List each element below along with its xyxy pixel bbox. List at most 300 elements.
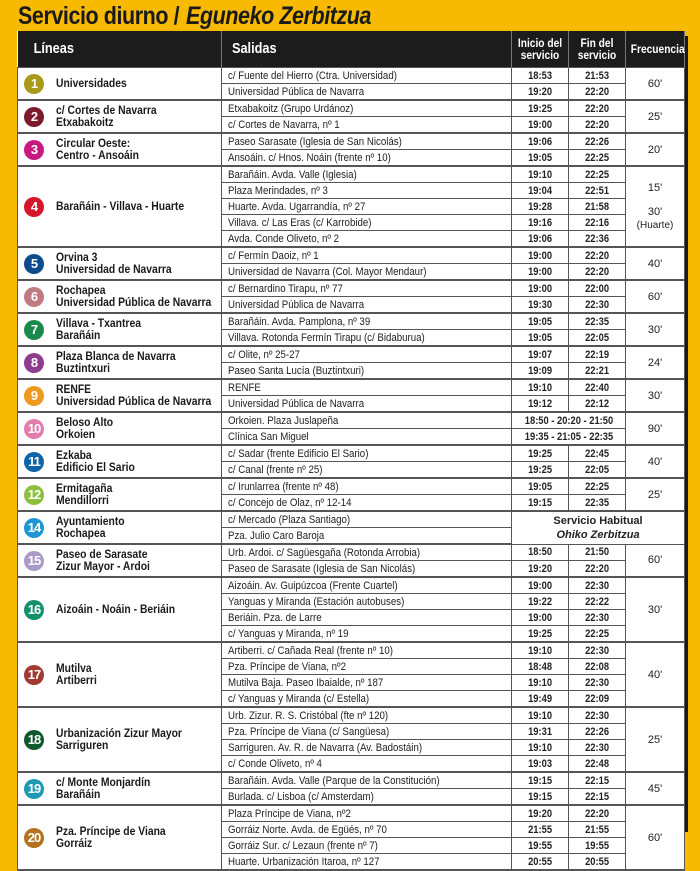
stop-cell [222,100,512,117]
end-time: 22:20 [569,561,626,578]
stop-cell [222,495,512,512]
end-time: 22:20 [569,247,626,264]
end-time: 22:30 [569,740,626,756]
stop-name: c/ Fermín Daoiz, nº 1 [228,249,319,262]
stop-name: Pza. Julio Caro Baroja [228,529,325,542]
frequency-cell [626,412,685,445]
stop-name: Clínica San Miguel [228,430,309,443]
stop-name: Paseo de Sarasate (Iglesia de San Nicolás) [228,562,416,575]
stop-cell [222,231,512,248]
line-cell [18,577,222,642]
line-number-badge: 5 [24,254,44,274]
end-time: 22:25 [569,478,626,495]
line-name-part: Rochapea [56,527,106,540]
stop-cell [222,330,512,347]
start-time: 19:00 [512,117,569,134]
start-time: 19:16 [512,215,569,231]
stop-cell [222,642,512,659]
end-time: 21:58 [569,199,626,215]
line-number-badge: 3 [24,140,44,160]
end-time: 22:30 [569,610,626,626]
line-name [56,549,160,573]
header-row [18,31,685,68]
table-row [18,100,685,117]
frequency-cell [626,280,685,313]
table-row [18,772,685,789]
habitual-eu: Ohiko Zerbitzua [556,528,640,541]
table-row [18,280,685,297]
end-time: 22:30 [569,577,626,594]
start-time: 19:10 [512,642,569,659]
page-title [18,2,371,31]
start-time: 19:25 [512,462,569,479]
stop-name: c/ Yanguas y Miranda (c/ Estella) [228,692,370,705]
line-label [24,105,221,129]
stop-cell [222,561,512,578]
end-time: 22:35 [569,313,626,330]
stop-cell [222,313,512,330]
end-time: 22:30 [569,297,626,314]
stop-cell [222,577,512,594]
line-label [24,728,221,752]
line-name-part: Zizur Mayor - Ardoi [56,560,150,573]
start-time: 19:28 [512,199,569,215]
stop-name: Universidad de Navarra (Col. Mayor Mendaur) [228,265,427,278]
table-row [18,166,685,183]
stop-cell [222,429,512,446]
end-time: 22:00 [569,280,626,297]
end-time: 22:15 [569,772,626,789]
frequency-value: 15' [647,181,663,194]
line-name [56,78,135,90]
end-time: 22:26 [569,133,626,150]
table-row [18,247,685,264]
line-name-part: Barañáin [56,788,101,801]
end-time: 22:40 [569,379,626,396]
start-time: 19:20 [512,561,569,578]
line-number-badge: 8 [24,353,44,373]
line-number-badge: 6 [24,287,44,307]
line-label [24,483,221,507]
end-time: 22:25 [569,166,626,183]
frequency-value: 60' [647,77,663,90]
line-name-part: Centro - Ansoáin [56,149,139,162]
line-name-part: Mutilva [56,662,92,675]
stop-cell [222,215,512,231]
stop-name: Mutilva Baja. Paseo Ibaialde, nº 187 [228,676,384,689]
stop-name: Plaza Merindades, nº 3 [228,184,328,197]
combined-times: 19:35 - 21:05 - 22:35 [512,429,626,446]
line-cell [18,166,222,247]
frequency-cell [626,577,685,642]
line-name [56,351,189,375]
line-name [56,318,150,342]
start-time: 19:04 [512,183,569,199]
frequency-cell [626,247,685,280]
line-name [56,777,161,801]
start-time: 19:10 [512,707,569,724]
line-number-badge: 1 [24,74,44,94]
line-name-part: Buztintxuri [56,362,111,375]
line-name [56,105,168,129]
line-name [56,728,196,752]
stop-name: c/ Irunlarrea (frente nº 48) [228,480,339,493]
end-time: 22:08 [569,659,626,675]
stop-cell [222,772,512,789]
stop-name: c/ Mercado (Plaza Santiago) [228,513,351,526]
stop-name: c/ Yanguas y Miranda, nº 19 [228,627,349,640]
line-name-part: Plaza Blanca de Navarra [56,350,176,363]
frequency-value: 24' [647,356,663,369]
end-time: 22:22 [569,594,626,610]
line-label [24,549,221,573]
table-row [18,445,685,462]
end-time: 21:55 [569,822,626,838]
line-number-badge: 4 [24,197,44,217]
stop-cell [222,264,512,281]
line-name [56,138,148,162]
frequency-value: 30' [647,603,663,616]
frequency-cell [626,707,685,772]
stop-cell [222,84,512,101]
stop-cell [222,838,512,854]
line-cell [18,247,222,280]
line-number-badge: 20 [24,828,44,848]
line-number-badge: 15 [24,551,44,571]
line-name [56,663,101,687]
line-number-badge: 7 [24,320,44,340]
line-name-part: c/ Monte Monjardín [56,776,151,789]
start-time: 19:00 [512,264,569,281]
stop-name: c/ Cortes de Navarra, nº 1 [228,118,340,131]
line-label [24,663,221,687]
line-cell [18,642,222,707]
combined-times: 18:50 - 20:20 - 21:50 [512,412,626,429]
table-row [18,642,685,659]
line-number-badge: 14 [24,518,44,538]
schedule-body [18,68,685,871]
header-inicio: Inicio del servicio [512,31,569,68]
end-time: 22:12 [569,396,626,413]
end-time: 22:51 [569,183,626,199]
stop-cell [222,346,512,363]
table-row [18,805,685,822]
line-cell [18,412,222,445]
line-cell [18,133,222,166]
line-name-part: Barañáin [56,329,101,342]
table-row [18,346,685,363]
end-time: 22:20 [569,117,626,134]
stop-cell [222,822,512,838]
frequency-value: 25' [647,110,663,123]
start-time: 18:50 [512,544,569,561]
stop-cell [222,707,512,724]
stop-name: Huarte. Avda. Ugarrandía, nº 27 [228,200,366,213]
stop-name: Villava. c/ Las Eras (c/ Karrobide) [228,216,372,229]
title-main: Servicio diurno / [18,2,180,30]
start-time: 18:48 [512,659,569,675]
stop-cell [222,247,512,264]
end-time: 19:55 [569,838,626,854]
start-time: 19:20 [512,805,569,822]
table-row [18,379,685,396]
line-cell [18,280,222,313]
line-name-part: RENFE [56,383,92,396]
table-row [18,511,685,528]
line-label [24,252,221,276]
header-lineas: Líneas [18,31,222,68]
stop-cell [222,199,512,215]
line-cell [18,544,222,577]
start-time: 21:55 [512,822,569,838]
start-time: 19:12 [512,396,569,413]
stop-name: Universidad Pública de Navarra [228,298,365,311]
line-name-part: Orkoien [56,428,96,441]
end-time: 22:20 [569,805,626,822]
end-time: 22:36 [569,231,626,248]
stop-name: c/ Fuente del Hierro (Ctra. Universidad) [228,69,397,82]
line-number-badge: 17 [24,665,44,685]
end-time: 22:26 [569,724,626,740]
stop-cell [222,150,512,167]
end-time: 22:21 [569,363,626,380]
frequency-value: 40' [647,668,663,681]
line-cell [18,445,222,478]
stop-name: Orkoien. Plaza Juslapeña [228,414,339,427]
frequency-value: 30' [647,323,663,336]
end-time: 22:30 [569,642,626,659]
header-frecuencia: Frecuencia [626,31,685,68]
line-name-part: Villava - Txantrea [56,317,141,330]
frequency-cell [626,805,685,870]
start-time: 19:05 [512,313,569,330]
end-time: 22:20 [569,264,626,281]
line-number-badge: 11 [24,452,44,472]
line-label [24,351,221,375]
line-name-part: Paseo de Sarasate [56,548,148,561]
end-time: 21:53 [569,68,626,84]
stop-name: Gorráiz Norte. Avda. de Egüés, nº 70 [228,823,387,836]
line-cell [18,100,222,133]
line-name-part: Beloso Alto [56,416,114,429]
start-time: 19:00 [512,247,569,264]
line-label [24,600,221,620]
stop-name: Pza. Príncipe de Viana (c/ Sangüesa) [228,725,390,738]
line-label [24,777,221,801]
table-row [18,478,685,495]
line-label [24,138,221,162]
stop-name: c/ Olite, nº 25-27 [228,348,300,361]
stop-name: Gorráiz Sur. c/ Lezaun (frente nº 7) [228,839,378,852]
line-cell [18,511,222,544]
start-time: 20:55 [512,854,569,871]
frequency-cell [626,772,685,805]
stop-name: c/ Concejo de Olaz, nº 12-14 [228,496,352,509]
line-label [24,197,221,217]
stop-name: Beriáin. Pza. de Larre [228,611,322,624]
stop-name: Barañáin. Avda. Valle (Parque de la Constitución) [228,774,440,787]
frequency-cell [626,642,685,707]
frequency-value: 25' [647,733,663,746]
habitual-service-note [512,511,685,544]
line-cell [18,707,222,772]
stop-name: Paseo Santa Lucía (Buztintxuri) [228,364,365,377]
line-label [24,826,221,850]
line-name-part: Etxabakoitz [56,116,114,129]
line-name-part: Sarriguren [56,739,109,752]
stop-name: Avda. Conde Oliveto, nº 2 [228,232,339,245]
stop-cell [222,511,512,528]
stop-cell [222,462,512,479]
stop-cell [222,117,512,134]
line-number-badge: 2 [24,107,44,127]
frequency-cell [626,133,685,166]
frequency-value: 90' [647,422,663,435]
line-cell [18,313,222,346]
line-name-part: Pza. Príncipe de Viana [56,825,166,838]
start-time: 19:00 [512,610,569,626]
stop-cell [222,626,512,643]
start-time: 19:05 [512,330,569,347]
frequency-cell [626,544,685,577]
frequency-cell [626,445,685,478]
end-time: 21:50 [569,544,626,561]
line-name-part: Orvina 3 [56,251,98,264]
end-time: 22:05 [569,330,626,347]
frequency-value-alt: 30' [647,205,663,218]
stop-name: c/ Bernardino Tirapu, nº 77 [228,282,343,295]
stop-name: Huarte. Urbanización Itaroa, nº 127 [228,855,380,868]
stop-cell [222,68,512,84]
line-name-part: Mendillorri [56,494,109,507]
table-row [18,68,685,84]
line-name-part: Universidad de Navarra [56,263,172,276]
end-time: 22:19 [569,346,626,363]
frequency-cell [626,68,685,101]
stop-cell [222,659,512,675]
stop-name: c/ Conde Oliveto, nº 4 [228,757,322,770]
line-number-badge: 10 [24,419,44,439]
stop-name: Paseo Sarasate (Iglesia de San Nicolás) [228,135,402,148]
line-name [56,826,178,850]
end-time: 22:09 [569,691,626,708]
stop-cell [222,756,512,773]
table-row [18,707,685,724]
stop-cell [222,544,512,561]
stop-cell [222,724,512,740]
line-number-badge: 18 [24,730,44,750]
start-time: 19:25 [512,626,569,643]
line-name-part: Artiberri [56,674,97,687]
stop-cell [222,183,512,199]
line-name-part: Ayuntamiento [56,515,125,528]
start-time: 19:10 [512,675,569,691]
line-cell [18,68,222,101]
frequency-cell [626,478,685,511]
line-number-badge: 12 [24,485,44,505]
frequency-value: 60' [647,554,663,567]
stop-cell [222,528,512,545]
start-time: 19:09 [512,363,569,380]
stop-name: c/ Canal (frente nº 25) [228,463,323,476]
line-name [56,516,132,540]
start-time: 19:00 [512,280,569,297]
frequency-value: 45' [647,782,663,795]
line-label [24,318,221,342]
line-cell [18,805,222,870]
line-name-part: Barañáin - Villava - Huarte [56,200,185,213]
table-row [18,544,685,561]
line-name-part: c/ Cortes de Navarra [56,104,157,117]
end-time: 22:25 [569,150,626,167]
stop-name: Urb. Ardoi. c/ Sagüesgaña (Rotonda Arrobia) [228,546,421,559]
start-time: 19:25 [512,100,569,117]
line-number-badge: 9 [24,386,44,406]
line-name-part: Universidad Pública de Navarra [56,395,212,408]
line-label [24,516,221,540]
line-name [56,483,119,507]
line-cell [18,478,222,511]
line-name-part: Ermitagaña [56,482,113,495]
start-time: 19:06 [512,133,569,150]
line-name [56,201,198,213]
end-time: 22:15 [569,789,626,806]
line-label [24,384,221,408]
line-cell [18,346,222,379]
start-time: 19:07 [512,346,569,363]
frequency-value: 20' [647,143,663,156]
start-time: 19:03 [512,756,569,773]
table-row [18,133,685,150]
stop-cell [222,854,512,871]
end-time: 22:25 [569,626,626,643]
end-time: 22:20 [569,100,626,117]
start-time: 19:05 [512,150,569,167]
line-name [56,604,188,616]
stop-cell [222,478,512,495]
stop-cell [222,789,512,806]
start-time: 19:10 [512,379,569,396]
line-name-part: Ezkaba [56,449,92,462]
start-time: 19:06 [512,231,569,248]
start-time: 19:05 [512,478,569,495]
start-time: 18:53 [512,68,569,84]
stop-name: Yanguas y Miranda (Estación autobuses) [228,595,405,608]
table-row [18,313,685,330]
stop-name: Pza. Príncipe de Viana, nº2 [228,660,346,673]
stop-name: Barañáin. Avda. Valle (Iglesia) [228,168,357,181]
start-time: 19:10 [512,166,569,183]
line-name-part: Edificio El Sario [56,461,135,474]
frequency-cell [626,346,685,379]
start-time: 19:22 [512,594,569,610]
stop-name: Plaza Príncipe de Viana, nº2 [228,807,351,820]
start-time: 19:15 [512,772,569,789]
stop-cell [222,133,512,150]
end-time: 22:48 [569,756,626,773]
start-time: 19:55 [512,838,569,854]
frequency-cell [626,100,685,133]
stop-cell [222,445,512,462]
line-name-part: Rochapea [56,284,106,297]
line-label [24,285,221,309]
line-label [24,450,221,474]
line-name [56,384,222,408]
stop-name: Aizoáin. Av. Guipúzcoa (Frente Cuartel) [228,579,398,592]
frequency-value: 40' [647,455,663,468]
end-time: 22:30 [569,707,626,724]
habitual-es: Servicio Habitual [553,514,643,527]
